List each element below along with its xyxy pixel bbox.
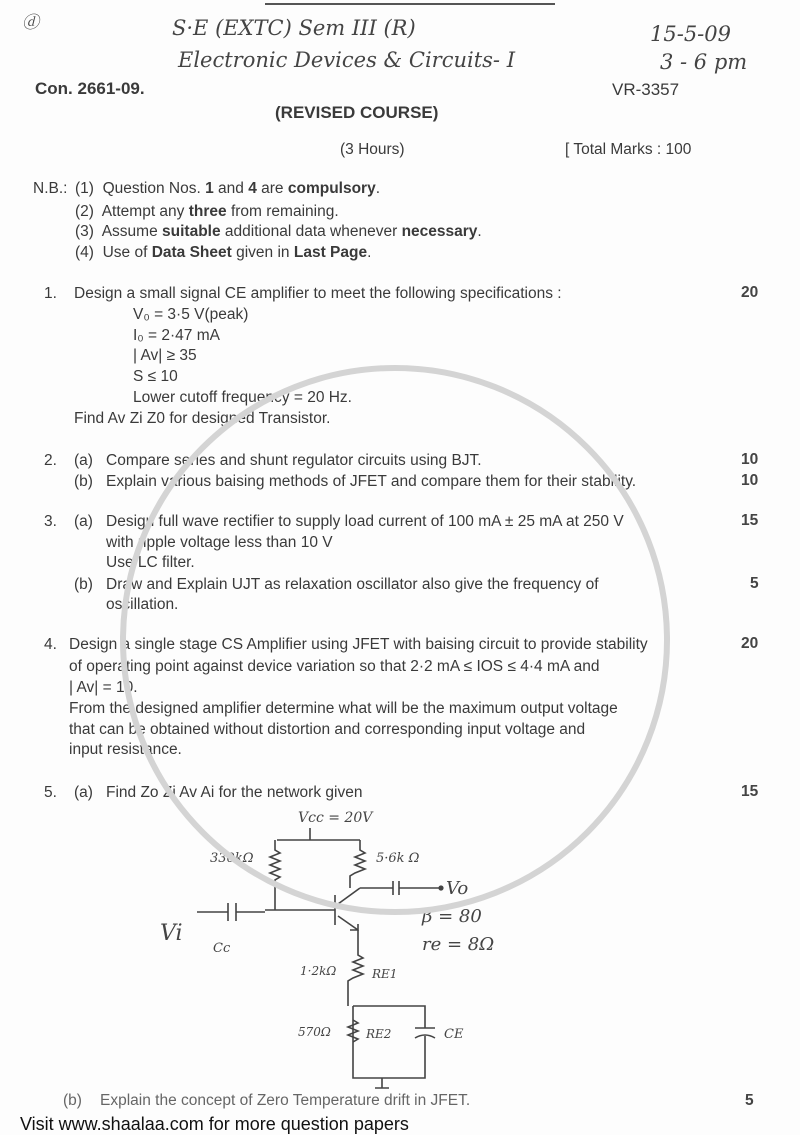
q4-number: 4. (44, 636, 57, 653)
handwritten-time: 3 - 6 pm (660, 50, 748, 74)
resistor-re1 (348, 930, 363, 1006)
q3b-text: oscillation. (106, 596, 179, 613)
re1-label: RE1 (372, 967, 398, 981)
q2b-text: Explain various baising methods of JFET and compare them for their stability. (106, 473, 637, 490)
q5-number: 5. (44, 784, 57, 801)
q1-number: 1. (44, 285, 57, 302)
handwritten-mark: ⓓ (22, 13, 39, 33)
q3a-marks: 15 (741, 512, 759, 529)
paper-code: VR-3357 (612, 80, 680, 99)
handwritten-course: S·E (EXTC) Sem III (R) (172, 16, 416, 40)
ground-icon (375, 1078, 389, 1088)
q1-spec: I₀ = 2·47 mA (133, 327, 220, 344)
q3b-label: (b) (74, 576, 93, 593)
q4-text: | Av| = 10. (69, 679, 138, 696)
q2a-text: Compare series and shunt regulator circuits using BJT. (106, 452, 482, 469)
q3-number: 3. (44, 513, 57, 530)
q5b-text: Explain the concept of Zero Temperature drift in JFET. (100, 1092, 471, 1109)
rb-label: 330kΩ (210, 851, 254, 866)
re-label: re = 8Ω (422, 934, 495, 955)
q5b-marks: 5 (745, 1092, 754, 1109)
total-marks: [ Total Marks : 100 (565, 141, 692, 158)
nb-item: (4) Use of Data Sheet given in Last Page. (75, 244, 372, 261)
q4-text: that can be obtained without distortion and corresponding input voltage and (69, 721, 586, 738)
circuit-wires (197, 828, 443, 1088)
q2-number: 2. (44, 452, 57, 469)
q4-text: of operating point against device variation so that 2·2 mA ≤ IOS ≤ 4·4 mA and (69, 658, 600, 675)
course-title: (REVISED COURSE) (275, 103, 439, 122)
footer-link[interactable]: Visit www.shaalaa.com for more question papers (20, 1114, 409, 1134)
q5a-label: (a) (74, 784, 93, 801)
q1-spec: Lower cutoff frequency = 20 Hz. (133, 389, 352, 406)
q1-spec: S ≤ 10 (133, 368, 178, 385)
q1-tail: Find Av Zi Z0 for designed Transistor. (74, 410, 331, 427)
re2-value-label: 570Ω (298, 1025, 331, 1039)
q4-text: input resistance. (69, 741, 182, 758)
resistor-rb (270, 840, 280, 910)
q3a-text: Design full wave rectifier to supply load current of 100 mA ± 25 mA at 250 V (106, 513, 624, 530)
re1-value-label: 1·2kΩ (300, 964, 337, 978)
q1-marks: 20 (741, 284, 759, 301)
nb-item: (2) Attempt any three from remaining. (75, 203, 339, 220)
q2a-label: (a) (74, 452, 93, 469)
nb-label: N.B.: (33, 180, 68, 197)
q4-marks: 20 (741, 635, 759, 652)
q4-text: From the designed amplifier determine what will be the maximum output voltage (69, 700, 618, 717)
q4-text: Design a single stage CS Amplifier using JFET with baising circuit to provide stability (69, 636, 648, 653)
ce-label: CE (444, 1027, 464, 1042)
transistor-emitter (338, 916, 358, 930)
output-capacitor (393, 881, 399, 895)
resistor-rc (350, 840, 365, 888)
coupling-capacitor (228, 903, 236, 921)
re2-label: RE2 (366, 1027, 392, 1041)
beta-label: β = 80 (422, 906, 482, 927)
handwritten-date: 15-5-09 (650, 22, 731, 46)
handwritten-subject: Electronic Devices & Circuits- I (178, 48, 515, 72)
nb-item: (1) Question Nos. 1 and 4 are compulsory. (75, 180, 381, 197)
vo-label: Vo (446, 878, 469, 899)
q3a-label: (a) (74, 513, 93, 530)
vcc-label: Vcc = 20V (298, 810, 373, 826)
nb-item: (3) Assume suitable additional data whenever necessary. (75, 223, 482, 240)
con-number: Con. 2661-09. (35, 79, 145, 98)
q1-text: Design a small signal CE amplifier to meet the following specifications : (74, 285, 562, 302)
q2b-marks: 10 (741, 472, 759, 489)
q3a-text: Use LC filter. (106, 554, 195, 571)
q2b-label: (b) (74, 473, 93, 490)
q3b-text: Draw and Explain UJT as relaxation oscillator also give the frequency of (106, 576, 599, 593)
duration: (3 Hours) (340, 141, 405, 158)
cc-label: Cc (213, 941, 231, 956)
q5b-label: (b) (63, 1092, 82, 1109)
q3a-text: with ripple voltage less than 10 V (106, 534, 333, 551)
q1-spec: | Av| ≥ 35 (133, 347, 197, 364)
rc-label: 5·6k Ω (376, 851, 420, 866)
q2a-marks: 10 (741, 451, 759, 468)
q3b-marks: 5 (750, 575, 759, 592)
q5a-marks: 15 (741, 783, 759, 800)
q1-spec: V₀ = 3·5 V(peak) (133, 306, 249, 323)
vi-label: Vi (160, 921, 183, 946)
q5a-text: Find Zo Zi Av Ai for the network given (106, 784, 363, 801)
